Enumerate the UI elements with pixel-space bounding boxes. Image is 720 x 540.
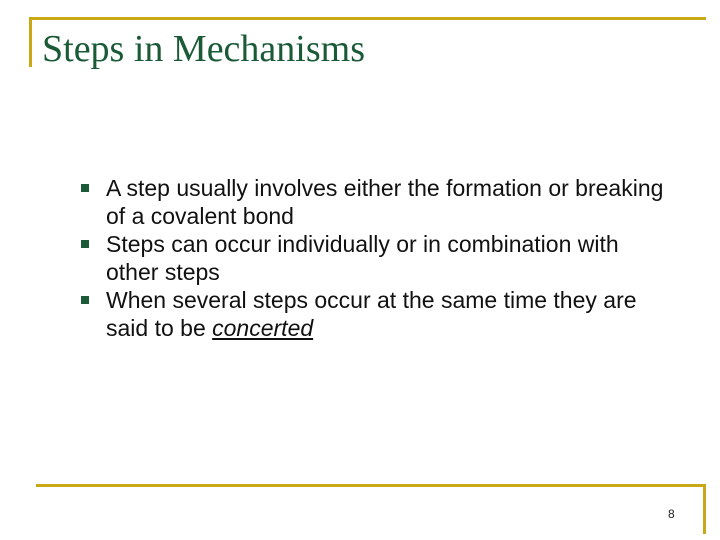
emphasized-term: concerted: [212, 315, 314, 341]
bullet-text: A step usually involves either the formation or breaking of a covalent bond: [106, 175, 664, 229]
page-number: 8: [668, 507, 675, 521]
square-bullet-icon: [81, 184, 89, 192]
right-frame-line: [703, 484, 706, 534]
bullet-text: Steps can occur individually or in combination with other steps: [106, 231, 619, 285]
bullet-text-lead: When several steps occur at the same time they are said to be: [106, 287, 637, 341]
square-bullet-icon: [81, 296, 89, 304]
bullet-item: [0, 286, 676, 342]
left-frame-line: [29, 17, 32, 67]
bullet-item: [0, 230, 676, 286]
top-frame-line: [29, 17, 706, 20]
bullet-list: [0, 174, 676, 342]
bullet-item: [0, 174, 676, 230]
slide-title: Steps in Mechanisms: [42, 28, 365, 70]
bullet-text: [106, 286, 676, 342]
square-bullet-icon: [81, 240, 89, 248]
bottom-frame-line: [36, 484, 706, 487]
